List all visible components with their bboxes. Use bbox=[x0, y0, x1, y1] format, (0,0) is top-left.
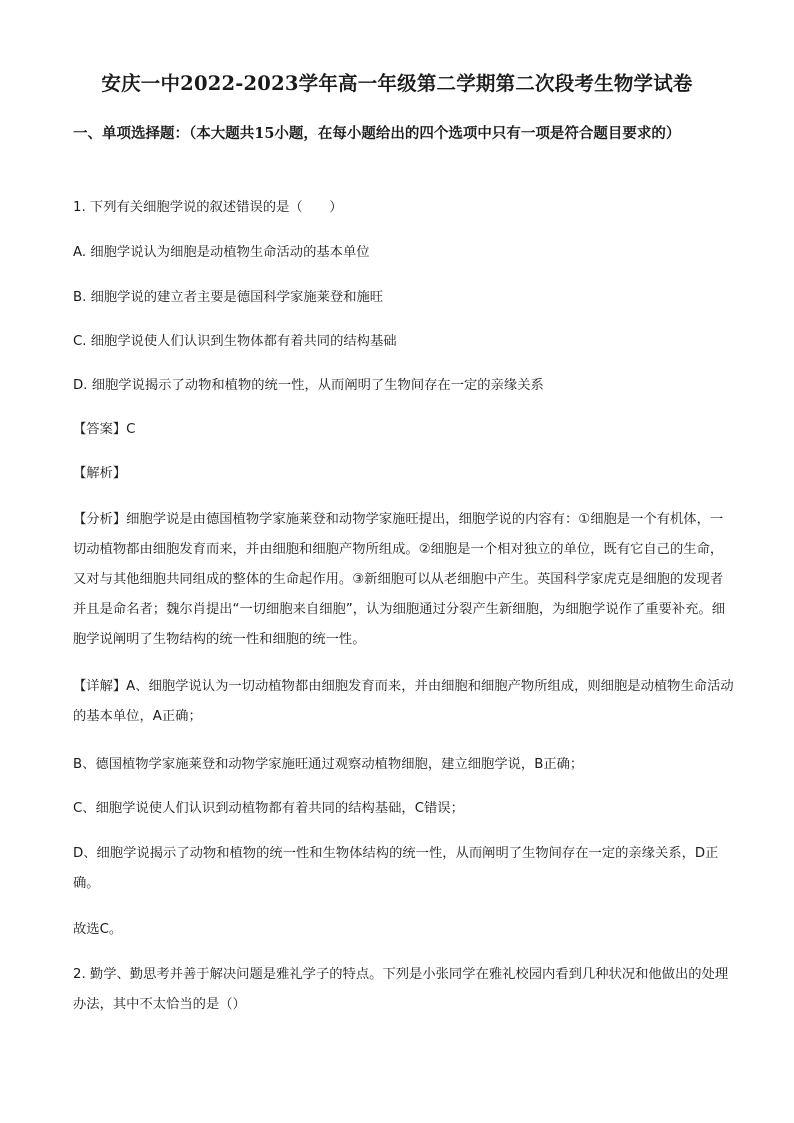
question-2-stem: 2. 勤学、勤思考并善于解决问题是雅礼学子的特点。下列是小张同学在雅礼校园内看到几种状况和他做出的处理办法，其中不太恰当的是（） bbox=[73, 967, 729, 1012]
detail-b-paragraph: B、德国植物学家施莱登和动物学家施旺通过观察动植物细胞，建立细胞学说，B正确； bbox=[73, 757, 584, 772]
answer-label: 【答案】C bbox=[73, 422, 136, 437]
question-1-stem: 1. 下列有关细胞学说的叙述错误的是（ ） bbox=[73, 200, 343, 215]
detail-a-paragraph: 【详解】A、细胞学说认为一切动植物都由细胞发育而来，并由细胞和细胞产物所组成，则细胞是动植物生命活动的基本单位，A正确； bbox=[73, 679, 734, 724]
option-a: A. 细胞学说认为细胞是动植物生命活动的基本单位 bbox=[73, 245, 370, 260]
conclusion-text: 故选C。 bbox=[73, 922, 123, 937]
detail-c-paragraph: C、细胞学说使人们认识到动植物都有着共同的结构基础，C错误； bbox=[73, 801, 464, 816]
analysis-paragraph: 【分析】细胞学说是由德国植物学家施莱登和动物学家施旺提出，细胞学说的内容有：①细胞是一个有机体，一切动植物都由细胞发育而来，并由细胞和细胞产物所组成。②细胞是一个相对独立的单位，既有它自己的生命，又对与其他细胞共同组成的整体的生命起作用。③新细胞可以从老细胞中产生。英国科学家虎克是细胞的发现者并且是命名者；魏尔肖提出“一切细胞来自细胞”，认为细胞通过分裂产生新细胞，为细胞学说作了重要补充。细胞学说阐明了生物结构的统一性和细胞的统一性。 bbox=[73, 512, 726, 647]
option-d: D. 细胞学说揭示了动物和植物的统一性，从而阐明了生物间存在一定的亲缘关系 bbox=[73, 378, 544, 393]
option-c: C. 细胞学说使人们认识到生物体都有着共同的结构基础 bbox=[73, 334, 397, 349]
section-heading: 一、单项选择题：（本大题共15小题，在每小题给出的四个选项中只有一项是符合题目要求的） bbox=[73, 125, 681, 142]
option-b: B. 细胞学说的建立者主要是德国科学家施莱登和施旺 bbox=[73, 290, 384, 305]
detail-d-paragraph: D、细胞学说揭示了动物和植物的统一性和生物体结构的统一性，从而阐明了生物间存在一定的亲缘关系，D正确。 bbox=[73, 846, 719, 891]
analysis-label: 【解析】 bbox=[73, 466, 127, 481]
page-title: 安庆一中2022-2023学年高一年级第二学期第二次段考生物学试卷 bbox=[101, 72, 693, 95]
